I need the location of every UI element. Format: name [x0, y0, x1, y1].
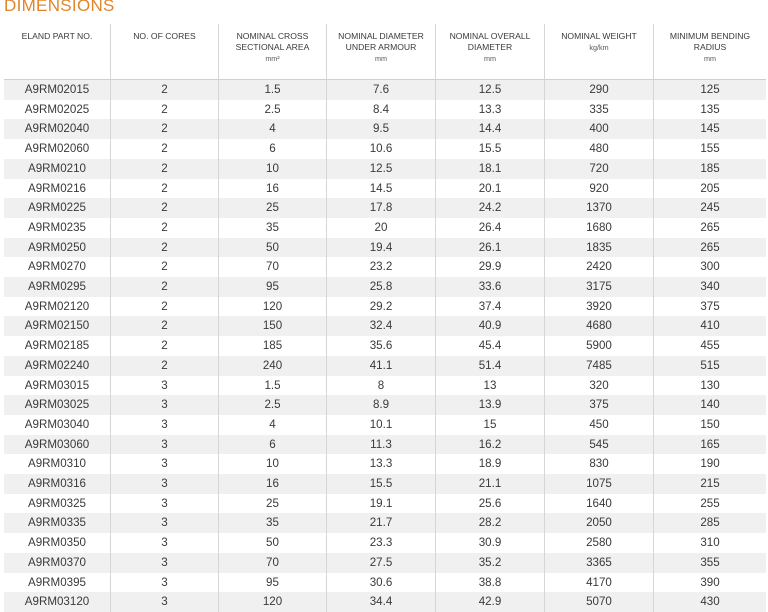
cell-diameter-under-armour: 7.6 — [327, 80, 436, 100]
header-unit: kg/km — [589, 43, 609, 52]
cell-part-no: A9RM02025 — [4, 100, 111, 120]
cell-part-no: A9RM02060 — [4, 139, 111, 159]
cell-part-no: A9RM02120 — [4, 297, 111, 317]
cell-part-no: A9RM03025 — [4, 395, 111, 415]
cell-part-no: A9RM0310 — [4, 454, 111, 474]
cell-overall-diameter: 26.4 — [436, 218, 545, 238]
cell-weight: 4680 — [545, 316, 654, 336]
cell-overall-diameter: 30.9 — [436, 533, 545, 553]
cell-diameter-under-armour: 19.4 — [327, 238, 436, 258]
cell-cross-section: 1.5 — [219, 80, 327, 100]
cell-part-no: A9RM0270 — [4, 257, 111, 277]
cell-part-no: A9RM02040 — [4, 119, 111, 139]
cell-weight: 1370 — [545, 198, 654, 218]
cell-cores: 3 — [111, 474, 219, 494]
cell-cross-section: 6 — [219, 139, 327, 159]
cell-bending-radius: 255 — [654, 494, 766, 514]
cell-part-no: A9RM02240 — [4, 356, 111, 376]
table-row — [4, 100, 766, 120]
cell-cores: 2 — [111, 316, 219, 336]
cell-cores: 2 — [111, 159, 219, 179]
cell-cross-section: 4 — [219, 119, 327, 139]
table-row — [4, 474, 766, 494]
cell-diameter-under-armour: 13.3 — [327, 454, 436, 474]
header-label: NOMINAL CROSS SECTIONAL AREA — [235, 31, 310, 52]
table-row — [4, 533, 766, 553]
table-row — [4, 573, 766, 593]
header-label: NO. OF CORES — [133, 31, 196, 41]
cell-part-no: A9RM0370 — [4, 553, 111, 573]
cell-diameter-under-armour: 11.3 — [327, 435, 436, 455]
cell-weight: 3920 — [545, 297, 654, 317]
cell-cross-section: 120 — [219, 592, 327, 612]
cell-bending-radius: 130 — [654, 376, 766, 396]
cell-bending-radius: 245 — [654, 198, 766, 218]
cell-cores: 3 — [111, 395, 219, 415]
table-row — [4, 494, 766, 514]
cell-overall-diameter: 28.2 — [436, 513, 545, 533]
cell-cross-section: 70 — [219, 257, 327, 277]
cell-cross-section: 240 — [219, 356, 327, 376]
cell-cross-section: 120 — [219, 297, 327, 317]
cell-bending-radius: 265 — [654, 218, 766, 238]
table-row — [4, 336, 766, 356]
cell-diameter-under-armour: 29.2 — [327, 297, 436, 317]
cell-cross-section: 2.5 — [219, 100, 327, 120]
cell-cross-section: 16 — [219, 474, 327, 494]
header-label: MINIMUM BENDING RADIUS — [669, 31, 751, 52]
cell-diameter-under-armour: 8 — [327, 376, 436, 396]
cell-diameter-under-armour: 41.1 — [327, 356, 436, 376]
cell-diameter-under-armour: 25.8 — [327, 277, 436, 297]
table-row — [4, 179, 766, 199]
cell-diameter-under-armour: 10.6 — [327, 139, 436, 159]
cell-diameter-under-armour: 20 — [327, 218, 436, 238]
table-row — [4, 553, 766, 573]
cell-bending-radius: 375 — [654, 297, 766, 317]
cell-overall-diameter: 24.2 — [436, 198, 545, 218]
cell-overall-diameter: 13.3 — [436, 100, 545, 120]
header-diameter-under-armour — [327, 24, 436, 80]
cell-weight: 375 — [545, 395, 654, 415]
cell-cores: 2 — [111, 238, 219, 258]
table-row — [4, 454, 766, 474]
cell-overall-diameter: 33.6 — [436, 277, 545, 297]
header-unit: mm — [484, 54, 496, 63]
table-row — [4, 257, 766, 277]
cell-weight: 3175 — [545, 277, 654, 297]
cell-diameter-under-armour: 27.5 — [327, 553, 436, 573]
cell-weight: 2580 — [545, 533, 654, 553]
cell-weight: 545 — [545, 435, 654, 455]
cell-overall-diameter: 42.9 — [436, 592, 545, 612]
cell-cross-section: 25 — [219, 494, 327, 514]
cell-diameter-under-armour: 10.1 — [327, 415, 436, 435]
table-row — [4, 415, 766, 435]
cell-cores: 2 — [111, 198, 219, 218]
cell-overall-diameter: 37.4 — [436, 297, 545, 317]
cell-weight: 7485 — [545, 356, 654, 376]
cell-diameter-under-armour: 12.5 — [327, 159, 436, 179]
cell-cores: 3 — [111, 415, 219, 435]
cell-weight: 320 — [545, 376, 654, 396]
header-label: NOMINAL OVERALL DIAMETER — [449, 31, 531, 52]
cell-overall-diameter: 38.8 — [436, 573, 545, 593]
header-cores — [111, 24, 219, 80]
cell-cores: 2 — [111, 336, 219, 356]
cell-bending-radius: 355 — [654, 553, 766, 573]
cell-weight: 5900 — [545, 336, 654, 356]
cell-part-no: A9RM0235 — [4, 218, 111, 238]
cell-bending-radius: 455 — [654, 336, 766, 356]
cell-weight: 720 — [545, 159, 654, 179]
dimensions-table — [4, 24, 766, 612]
cell-cores: 2 — [111, 297, 219, 317]
cell-overall-diameter: 21.1 — [436, 474, 545, 494]
cell-overall-diameter: 29.9 — [436, 257, 545, 277]
cell-diameter-under-armour: 9.5 — [327, 119, 436, 139]
cell-part-no: A9RM02150 — [4, 316, 111, 336]
table-row — [4, 159, 766, 179]
cell-bending-radius: 215 — [654, 474, 766, 494]
header-label: ELAND PART NO. — [21, 31, 93, 41]
cell-part-no: A9RM0216 — [4, 179, 111, 199]
cell-bending-radius: 265 — [654, 238, 766, 258]
cell-overall-diameter: 26.1 — [436, 238, 545, 258]
cell-bending-radius: 190 — [654, 454, 766, 474]
cell-overall-diameter: 51.4 — [436, 356, 545, 376]
table-row — [4, 238, 766, 258]
cell-bending-radius: 140 — [654, 395, 766, 415]
cell-overall-diameter: 16.2 — [436, 435, 545, 455]
cell-weight: 1835 — [545, 238, 654, 258]
table-row — [4, 198, 766, 218]
cell-weight: 4170 — [545, 573, 654, 593]
cell-cross-section: 4 — [219, 415, 327, 435]
cell-bending-radius: 145 — [654, 119, 766, 139]
table-row — [4, 139, 766, 159]
cell-cores: 2 — [111, 139, 219, 159]
table-row — [4, 80, 766, 100]
cell-bending-radius: 165 — [654, 435, 766, 455]
cell-overall-diameter: 20.1 — [436, 179, 545, 199]
cell-cores: 2 — [111, 257, 219, 277]
cell-cross-section: 35 — [219, 513, 327, 533]
cell-bending-radius: 410 — [654, 316, 766, 336]
cell-bending-radius: 155 — [654, 139, 766, 159]
cell-weight: 1680 — [545, 218, 654, 238]
cell-bending-radius: 515 — [654, 356, 766, 376]
cell-cores: 2 — [111, 100, 219, 120]
cell-overall-diameter: 45.4 — [436, 336, 545, 356]
cell-cross-section: 10 — [219, 159, 327, 179]
header-cross-section — [219, 24, 327, 80]
cell-bending-radius: 430 — [654, 592, 766, 612]
cell-overall-diameter: 13 — [436, 376, 545, 396]
table-row — [4, 277, 766, 297]
cell-bending-radius: 125 — [654, 80, 766, 100]
header-label: NOMINAL WEIGHT — [561, 31, 637, 41]
cell-cores: 2 — [111, 119, 219, 139]
header-unit: mm — [375, 54, 387, 63]
cell-diameter-under-armour: 21.7 — [327, 513, 436, 533]
cell-cross-section: 6 — [219, 435, 327, 455]
cell-diameter-under-armour: 32.4 — [327, 316, 436, 336]
cell-overall-diameter: 25.6 — [436, 494, 545, 514]
table-row — [4, 218, 766, 238]
cell-bending-radius: 205 — [654, 179, 766, 199]
cell-cross-section: 95 — [219, 277, 327, 297]
cell-overall-diameter: 13.9 — [436, 395, 545, 415]
cell-overall-diameter: 14.4 — [436, 119, 545, 139]
cell-bending-radius: 300 — [654, 257, 766, 277]
cell-cores: 3 — [111, 454, 219, 474]
cell-bending-radius: 310 — [654, 533, 766, 553]
cell-weight: 290 — [545, 80, 654, 100]
table-row — [4, 395, 766, 415]
cell-part-no: A9RM0295 — [4, 277, 111, 297]
cell-cross-section: 70 — [219, 553, 327, 573]
cell-cross-section: 16 — [219, 179, 327, 199]
table-row — [4, 119, 766, 139]
cell-weight: 5070 — [545, 592, 654, 612]
cell-cross-section: 50 — [219, 238, 327, 258]
header-overall-diameter — [436, 24, 545, 80]
table-row — [4, 376, 766, 396]
cell-overall-diameter: 35.2 — [436, 553, 545, 573]
cell-cores: 2 — [111, 179, 219, 199]
cell-weight: 3365 — [545, 553, 654, 573]
cell-weight: 2420 — [545, 257, 654, 277]
cell-diameter-under-armour: 19.1 — [327, 494, 436, 514]
cell-bending-radius: 185 — [654, 159, 766, 179]
cell-cores: 3 — [111, 376, 219, 396]
cell-cores: 2 — [111, 218, 219, 238]
table-row — [4, 316, 766, 336]
cell-cross-section: 150 — [219, 316, 327, 336]
cell-diameter-under-armour: 14.5 — [327, 179, 436, 199]
cell-part-no: A9RM0210 — [4, 159, 111, 179]
cell-cross-section: 10 — [219, 454, 327, 474]
cell-part-no: A9RM03040 — [4, 415, 111, 435]
table-row — [4, 435, 766, 455]
cell-diameter-under-armour: 23.3 — [327, 533, 436, 553]
cell-weight: 450 — [545, 415, 654, 435]
cell-bending-radius: 285 — [654, 513, 766, 533]
table-row — [4, 592, 766, 612]
cell-cross-section: 25 — [219, 198, 327, 218]
cell-overall-diameter: 18.9 — [436, 454, 545, 474]
cell-overall-diameter: 12.5 — [436, 80, 545, 100]
header-row — [4, 24, 766, 80]
cell-weight: 480 — [545, 139, 654, 159]
cell-part-no: A9RM02185 — [4, 336, 111, 356]
cell-diameter-under-armour: 8.9 — [327, 395, 436, 415]
table-row — [4, 356, 766, 376]
cell-cores: 3 — [111, 435, 219, 455]
cell-bending-radius: 135 — [654, 100, 766, 120]
cell-cores: 3 — [111, 592, 219, 612]
cell-weight: 2050 — [545, 513, 654, 533]
header-label: NOMINAL DIAMETER UNDER ARMOUR — [338, 31, 424, 52]
cell-part-no: A9RM0250 — [4, 238, 111, 258]
cell-diameter-under-armour: 35.6 — [327, 336, 436, 356]
cell-weight: 1640 — [545, 494, 654, 514]
cell-weight: 830 — [545, 454, 654, 474]
header-unit: mm — [704, 54, 716, 63]
table-body — [4, 80, 766, 612]
cell-diameter-under-armour: 23.2 — [327, 257, 436, 277]
cell-diameter-under-armour: 15.5 — [327, 474, 436, 494]
cell-bending-radius: 150 — [654, 415, 766, 435]
header-part-no — [4, 24, 111, 80]
cell-cores: 3 — [111, 573, 219, 593]
section-title: DIMENSIONS — [4, 0, 115, 15]
cell-part-no: A9RM0225 — [4, 198, 111, 218]
cell-part-no: A9RM0350 — [4, 533, 111, 553]
cell-part-no: A9RM0395 — [4, 573, 111, 593]
cell-diameter-under-armour: 34.4 — [327, 592, 436, 612]
cell-cores: 2 — [111, 356, 219, 376]
cell-overall-diameter: 40.9 — [436, 316, 545, 336]
cell-weight: 920 — [545, 179, 654, 199]
cell-overall-diameter: 15 — [436, 415, 545, 435]
cell-cross-section: 35 — [219, 218, 327, 238]
cell-cores: 3 — [111, 553, 219, 573]
cell-weight: 400 — [545, 119, 654, 139]
header-weight — [545, 24, 654, 80]
cell-diameter-under-armour: 17.8 — [327, 198, 436, 218]
cell-diameter-under-armour: 8.4 — [327, 100, 436, 120]
cell-part-no: A9RM0325 — [4, 494, 111, 514]
cell-overall-diameter: 18.1 — [436, 159, 545, 179]
cell-cross-section: 95 — [219, 573, 327, 593]
cell-weight: 1075 — [545, 474, 654, 494]
table-row — [4, 513, 766, 533]
cell-weight: 335 — [545, 100, 654, 120]
cell-bending-radius: 340 — [654, 277, 766, 297]
cell-cross-section: 1.5 — [219, 376, 327, 396]
cell-bending-radius: 390 — [654, 573, 766, 593]
cell-cores: 3 — [111, 513, 219, 533]
cell-part-no: A9RM03060 — [4, 435, 111, 455]
cell-cores: 2 — [111, 277, 219, 297]
cell-part-no: A9RM0316 — [4, 474, 111, 494]
cell-part-no: A9RM03015 — [4, 376, 111, 396]
header-bending-radius — [654, 24, 766, 80]
cell-part-no: A9RM02015 — [4, 80, 111, 100]
cell-cross-section: 2.5 — [219, 395, 327, 415]
cell-cores: 3 — [111, 494, 219, 514]
cell-cores: 3 — [111, 533, 219, 553]
cell-cross-section: 50 — [219, 533, 327, 553]
cell-part-no: A9RM0335 — [4, 513, 111, 533]
cell-diameter-under-armour: 30.6 — [327, 573, 436, 593]
table-row — [4, 297, 766, 317]
cell-overall-diameter: 15.5 — [436, 139, 545, 159]
cell-cores: 2 — [111, 80, 219, 100]
cell-cross-section: 185 — [219, 336, 327, 356]
header-unit: mm² — [265, 54, 280, 63]
cell-part-no: A9RM03120 — [4, 592, 111, 612]
